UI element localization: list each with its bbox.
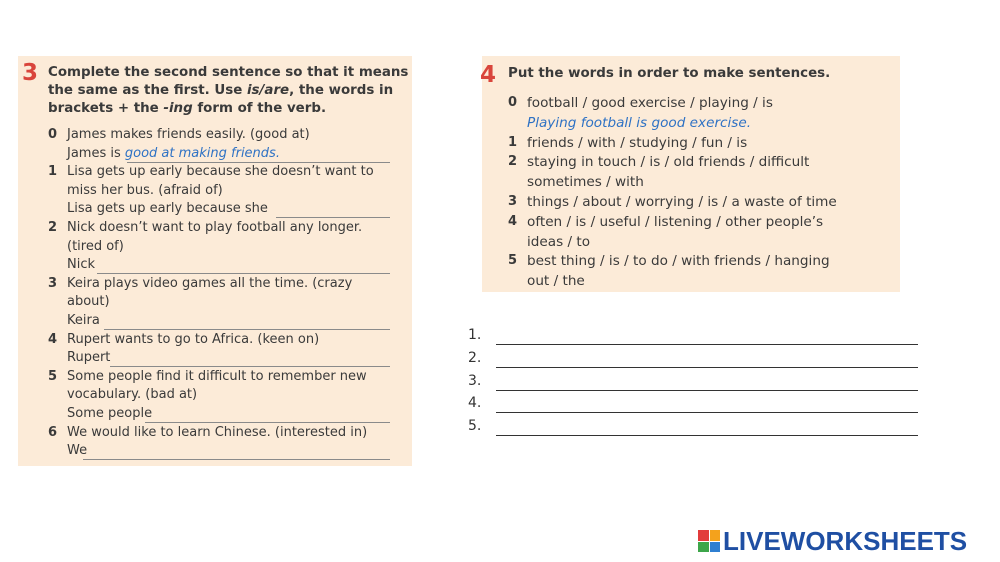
item-answer-line [67,256,95,275]
logo-mark-icon [698,530,720,552]
item-answer-line [67,349,110,368]
answer-number: 3. [468,372,482,389]
instruction-text: Complete the second sentence so that it means [48,65,409,80]
answer-row [468,373,928,393]
answer-prefix: Some people [67,406,153,421]
item-text: James makes friends easily. (good at) [67,127,310,142]
answer-input-2[interactable] [496,350,918,368]
answer-row [468,350,928,370]
answer-prefix: Keira [67,313,100,328]
answer-input-4[interactable] [496,395,918,413]
answer-row [468,418,928,438]
answer-input-5[interactable] [496,418,918,436]
item-number: 3 [48,275,58,291]
answer-input-1[interactable] [496,327,918,345]
item-text: staying in touch / is / old friends / difficult [527,154,810,171]
item-text: sometimes / with [527,174,644,191]
answer-prefix: Rupert [67,350,111,366]
answer-prefix: James is [67,145,125,161]
item-number: 1 [48,164,58,180]
answer-prefix: Lisa gets up early because she [67,201,268,217]
item-number: 2 [48,220,58,235]
item-text: best thing / is / to do / with friends / hanging [527,253,830,270]
logo-mark-tile [710,530,721,541]
exercise-3-instruction-line [48,64,408,82]
item-text: Nick doesn’t want to play football any longer. [67,220,363,235]
example-answer: Playing football is good exercise. [527,114,752,131]
item-number: 6 [48,424,58,440]
item-text: We would like to learn Chinese. (interested in) [67,424,368,440]
item-answer-line [67,312,100,331]
logo-mark-tile [698,530,709,541]
item-number: 5 [48,368,58,384]
item-number: 1 [508,134,518,150]
item-number: 0 [508,95,518,110]
answer-row [468,395,928,415]
instruction-emphasis: is/are [246,83,290,98]
item-answer-line [67,145,280,164]
answer-input-3[interactable] [496,373,918,391]
item-text: Lisa gets up early because she doesn’t want to [67,164,374,180]
exercise-4-number: 4 [480,62,497,88]
answer-number: 2. [468,349,482,366]
item-answer-line [67,200,268,219]
item-text: (tired of) [67,238,124,254]
answer-prefix: Nick [67,257,96,273]
item-text: friends / with / studying / fun / is [527,134,748,151]
item-answer-line [67,442,87,461]
answer-number: 1. [468,327,482,343]
item-answer-line [67,405,152,424]
item-text: Keira plays video games all the time. (crazy [67,275,353,291]
item-text: ideas / to [527,233,591,250]
exercise-3-instruction-line [48,100,326,118]
exercise-4-instruction: Put the words in order to make sentences. [508,66,831,81]
item-number: 4 [508,213,518,229]
exercise-3-number: 3 [22,60,39,86]
item-text: vocabulary. (bad at) [67,387,198,403]
item-text: things / about / worrying / is / a waste of time [527,194,837,210]
answer-row [468,327,928,347]
item-text: often / is / useful / listening / other people’s [527,213,824,230]
item-number: 0 [48,127,58,142]
liveworksheets-logo [698,527,967,555]
item-text: football / good exercise / playing / is [527,95,773,111]
instruction-text: the same as the first. Use [48,83,247,98]
item-number: 5 [508,253,518,269]
answer-prefix: We [67,443,88,459]
instruction-emphasis: -ing [163,101,193,116]
item-text: Some people find it difficult to remember new [67,368,367,384]
logo-mark-tile [698,542,709,553]
item-number: 3 [508,194,518,209]
item-text: Rupert wants to go to Africa. (keen on) [67,331,320,347]
exercise-3-instruction-line [48,82,393,100]
answer-number: 5. [468,418,482,435]
instruction-text: form of the verb. [192,101,327,116]
item-text: out / the [527,273,585,290]
answer-number: 4. [468,395,482,412]
example-answer: good at making friends. [124,145,280,161]
item-number: 2 [508,154,518,170]
instruction-text: brackets + the [48,101,164,116]
item-text: miss her bus. (afraid of) [67,182,223,198]
answer-blank-line [83,459,390,460]
logo-mark-tile [710,542,721,553]
item-number: 4 [48,331,58,347]
logo-text: LIVEWORKSHEETS [723,525,968,556]
instruction-text: , the words in [289,83,394,98]
item-text: about) [67,294,110,310]
